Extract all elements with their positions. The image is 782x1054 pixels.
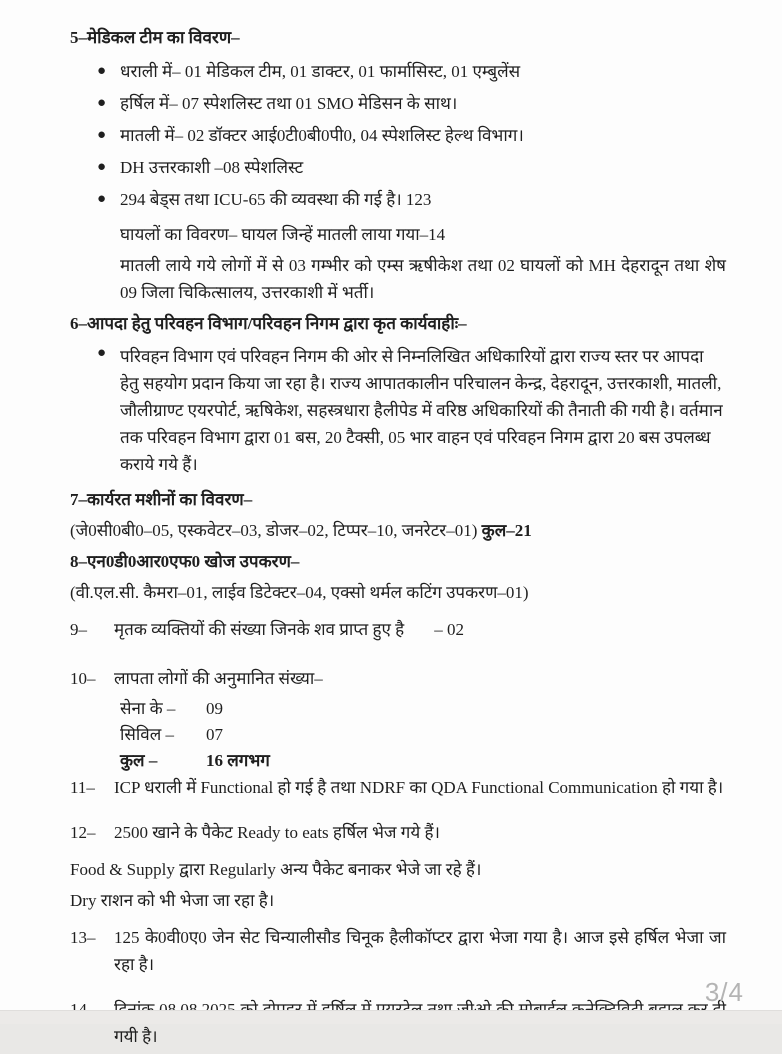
item-number: 11– <box>70 778 95 797</box>
food-packets-text: 2500 खाने के पैकेट Ready to eats हर्षिल भेज गये हैं। <box>114 823 440 842</box>
document-content <box>70 26 726 1054</box>
bullet-icon: ● <box>97 127 107 143</box>
transport-paragraph: परिवहन विभाग एवं परिवहन निगम की ओर से निम्नलिखित अधिकारियों द्वारा राज्य स्तर पर आपदा हेतु सहयोग प्रदान किया जा रहा है। राज्य आपातकालीन परिचालन केन्द्र, देहरादून, उत्तरकाशी, मातली, जौलीग्राण्ट एयरपोर्ट, ऋषिकेश, सहस्त्रधारा हैलीपेड में वरिष्ठ अधिकारियों की तैनाती की गयी है। वर्तमान तक परिवहन विभाग द्वारा 01 बस, 20 टैक्सी, 05 भार वाहन एवं परिवहन निगम द्वारा 20 बस उपलब्ध कराये गये हैं। <box>120 347 723 474</box>
icp-status-paragraph <box>70 774 726 801</box>
list-item <box>97 189 726 211</box>
bullet-icon: ● <box>97 191 107 207</box>
row-value: 09 <box>206 699 223 718</box>
list-item <box>97 157 726 179</box>
deceased-count-value: – 02 <box>434 620 464 639</box>
item-number: 9– <box>70 620 87 639</box>
item-number: 10– <box>70 669 96 688</box>
section-6-heading: 6–आपदा हेतु परिवहन विभाग/परिवहन निगम द्वारा कृत कार्यवाहीः– <box>70 314 467 333</box>
injured-summary-line: घायलों का विवरण– घायल जिन्हें मातली लाया गया–14 <box>120 225 446 244</box>
deceased-count-line <box>70 616 726 643</box>
section-8-heading: 8–एन0डी0आर0एफ0 खोज उपकरण– <box>70 552 300 571</box>
dry-ration-line: Dry राशन को भी भेजा जा रहा है। <box>70 891 275 910</box>
missing-persons-heading-text: लापता लोगों की अनुमानित संख्या– <box>114 669 323 688</box>
icp-status-text: ICP धराली में Functional हो गई है तथा NDRF का QDA Functional Communication हो गया है। <box>114 778 724 797</box>
item-number: 13– <box>70 928 96 947</box>
food-supply-line: Food & Supply द्वारा Regularly अन्य पैकेट बनाकर भेजे जा रहे हैं। <box>70 860 482 879</box>
medical-team-list <box>70 61 726 211</box>
bullet-icon: ● <box>97 159 107 175</box>
machines-detail-text: (जे0सी0बी0–05, एस्कवेटर–03, डोजर–02, टिप्पर–10, जनरेटर–01) <box>70 521 478 540</box>
list-item-text: मातली में– 02 डॉक्टर आई0टी0बी0पी0, 04 स्पेशलिस्ट हेल्थ विभाग। <box>120 126 524 145</box>
food-packets-paragraph <box>70 819 726 846</box>
table-row <box>120 696 726 722</box>
missing-persons-table <box>120 696 726 774</box>
ndrf-equipment-line: (वी.एल.सी. कैमरा–01, लाईव डिटेक्टर–04, एक्सो थर्मल कटिंग उपकरण–01) <box>70 583 529 602</box>
list-item-text: धराली में– 01 मेडिकल टीम, 01 डाक्टर, 01 फार्मासिस्ट, 01 एम्बुलेंस <box>120 62 521 81</box>
row-value: 07 <box>206 725 223 744</box>
list-item <box>97 93 726 115</box>
list-item-text: हर्षिल में– 07 स्पेशलिस्ट तथा 01 SMO मेडिसन के साथ। <box>120 94 458 113</box>
section-5-heading: 5–मेडिकल टीम का विवरण– <box>70 28 240 47</box>
table-row-total <box>120 748 726 774</box>
machines-total: कुल–21 <box>481 521 532 540</box>
page-bottom-edge <box>0 1010 782 1024</box>
page-number: 3/4 <box>704 977 744 1007</box>
missing-persons-heading <box>70 665 726 692</box>
machines-detail-line <box>70 517 726 544</box>
list-item <box>97 125 726 147</box>
list-item <box>97 343 726 478</box>
list-item-text: 294 बेड्स तथा ICU-65 की व्यवस्था की गई है। 123 <box>120 190 432 209</box>
list-item <box>97 61 726 83</box>
injured-detail-paragraph: मातली लाये गये लोगों में से 03 गम्भीर को एम्स ऋषीकेश तथा 02 घायलों को MH देहरादून तथा शेष 09 जिला चिकित्सालय, उत्तरकाशी में भर्ती। <box>120 256 726 302</box>
genset-paragraph <box>70 924 726 978</box>
section-7-heading: 7–कार्यरत मशीनों का विवरण– <box>70 490 253 509</box>
row-label: सिविल – <box>120 725 175 744</box>
list-item-text: DH उत्तरकाशी –08 स्पेशलिस्ट <box>120 158 304 177</box>
bullet-icon: ● <box>97 345 107 361</box>
bullet-icon: ● <box>97 95 107 111</box>
deceased-count-label: मृतक व्यक्तियों की संख्या जिनके शव प्राप्त हुए है <box>114 620 405 639</box>
connectivity-text: गयी है। <box>114 1027 158 1046</box>
row-label: कुल – <box>120 751 158 770</box>
table-row <box>120 722 726 748</box>
item-number: 12– <box>70 823 96 842</box>
row-value: 16 लगभग <box>206 751 270 770</box>
bullet-icon: ● <box>97 63 107 79</box>
row-label: सेना के – <box>120 699 176 718</box>
genset-text: 125 के0वी0ए0 जेन सेट चिन्यालीसौड चिनूक हैलीकॉप्टर द्वारा भेजा गया है। आज इसे हर्षिल भेजा जा रहा है। <box>114 928 726 974</box>
